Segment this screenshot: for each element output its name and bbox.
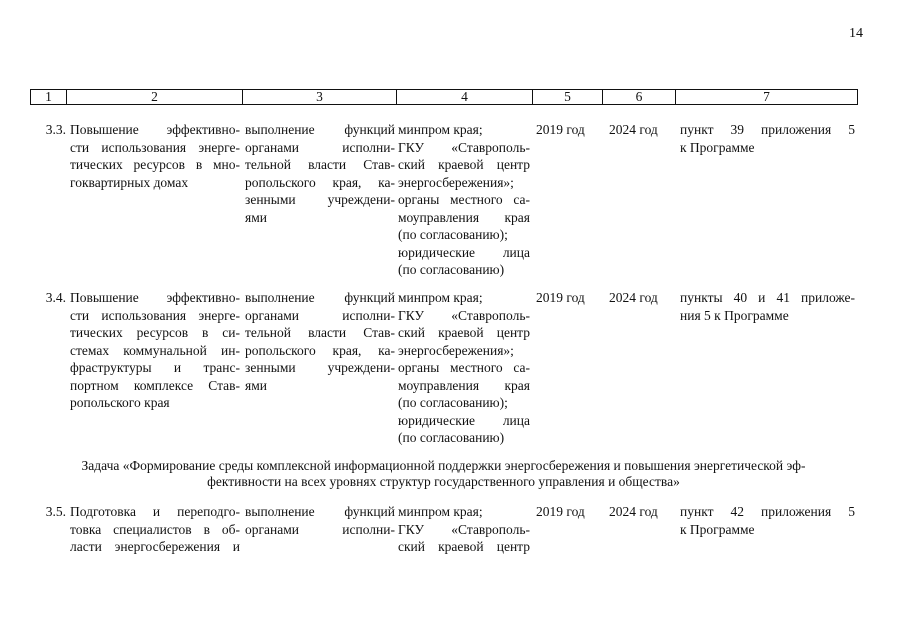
end-year: 2024 год [609, 290, 658, 305]
text-line: сти использования энерге- [70, 139, 240, 155]
text-line: моуправления края [398, 377, 530, 393]
text-line: ГКУ «Ставрополь- [398, 307, 530, 323]
text-line: товка специалистов в об- [70, 521, 240, 537]
measure-name [70, 503, 240, 556]
reference [680, 121, 855, 156]
text-line: к Программе [680, 521, 755, 537]
mechanism [245, 121, 395, 226]
measure-name [70, 121, 240, 191]
text-line: тельной власти Став- [245, 325, 395, 340]
text-line: энергосбережения»; [398, 342, 514, 358]
text-line: пункт 42 приложения 5 [680, 504, 855, 519]
column-number: 3 [243, 90, 397, 105]
row-number: 3.4. [45, 290, 66, 305]
text-line: ласти энергосбережения и [70, 539, 240, 554]
text-line: пункты 40 и 41 приложе- [680, 290, 855, 305]
start-year: 2019 год [536, 290, 585, 305]
column-number: 6 [603, 90, 676, 105]
measure-name [70, 289, 240, 412]
text-line: энергосбережения»; [398, 174, 514, 190]
text-line: зенными учреждени- [245, 360, 395, 375]
column-number: 1 [31, 90, 67, 105]
text-line: сти использования энерге- [70, 307, 240, 323]
start-year: 2019 год [536, 504, 585, 519]
text-line: минпром края; [398, 290, 483, 305]
text-line: гоквартирных домах [70, 174, 189, 190]
text-line: ский краевой центр [398, 157, 530, 172]
mechanism [245, 503, 395, 538]
text-line: (по согласованию); [398, 227, 508, 242]
row-number: 3.3. [45, 122, 66, 137]
text-line: юридические лица [398, 412, 530, 428]
end-year: 2024 год [609, 122, 658, 137]
page-number: 14 [849, 26, 863, 41]
text-line: ния 5 к Программе [680, 307, 789, 323]
task-heading [30, 458, 857, 490]
text-line: фраструктуры и транс- [70, 360, 240, 375]
column-number: 7 [676, 90, 858, 105]
text-line: минпром края; [398, 504, 483, 519]
text-line: тических ресурсов в мно- [70, 157, 240, 172]
row-number: 3.5. [45, 504, 66, 519]
text-line: ями [245, 377, 267, 393]
reference [680, 503, 855, 538]
text-line: ГКУ «Ставрополь- [398, 521, 530, 537]
text-line: органами исполни- [245, 521, 395, 537]
text-line: стемах коммунальной ин- [70, 342, 240, 358]
task-heading-line: Задача «Формирование среды комплексной информационной поддержки энергосбережения и повышения энергетической эф- [81, 458, 806, 473]
start-year: 2019 год [536, 122, 585, 137]
executors [398, 121, 530, 279]
end-year: 2024 год [609, 504, 658, 519]
executors [398, 289, 530, 447]
text-line: Подготовка и переподго- [70, 504, 240, 519]
text-line: ский краевой центр [398, 539, 530, 554]
task-heading-line: фективности на всех уровнях структур государственного управления и общества» [207, 474, 680, 489]
text-line: ропольского края [70, 395, 170, 410]
text-line: органы местного са- [398, 360, 530, 375]
column-number-header [30, 89, 858, 105]
executors [398, 503, 530, 556]
text-line: ропольского края, ка- [245, 174, 395, 190]
text-line: органы местного са- [398, 192, 530, 207]
reference [680, 289, 855, 324]
text-line: пункт 39 приложения 5 [680, 122, 855, 137]
text-line: юридические лица [398, 244, 530, 260]
text-line: (по согласованию); [398, 395, 508, 410]
text-line: моуправления края [398, 209, 530, 225]
text-line: ский краевой центр [398, 325, 530, 340]
text-line: ями [245, 209, 267, 225]
text-line: зенными учреждени- [245, 192, 395, 207]
text-line: тических ресурсов в си- [70, 325, 240, 340]
column-number: 2 [67, 90, 243, 105]
text-line: выполнение функций [245, 122, 395, 137]
text-line: тельной власти Став- [245, 157, 395, 172]
text-line: (по согласованию) [398, 430, 505, 445]
column-number: 4 [397, 90, 533, 105]
text-line: к Программе [680, 139, 755, 155]
text-line: органами исполни- [245, 139, 395, 155]
text-line: ГКУ «Ставрополь- [398, 139, 530, 155]
text-line: Повышение эффективно- [70, 122, 240, 137]
text-line: портном комплексе Став- [70, 377, 240, 393]
text-line: (по согласованию) [398, 262, 505, 277]
text-line: ропольского края, ка- [245, 342, 395, 358]
text-line: выполнение функций [245, 290, 395, 305]
column-number: 5 [533, 90, 603, 105]
text-line: минпром края; [398, 122, 483, 137]
text-line: выполнение функций [245, 504, 395, 519]
mechanism [245, 289, 395, 394]
text-line: органами исполни- [245, 307, 395, 323]
text-line: Повышение эффективно- [70, 290, 240, 305]
